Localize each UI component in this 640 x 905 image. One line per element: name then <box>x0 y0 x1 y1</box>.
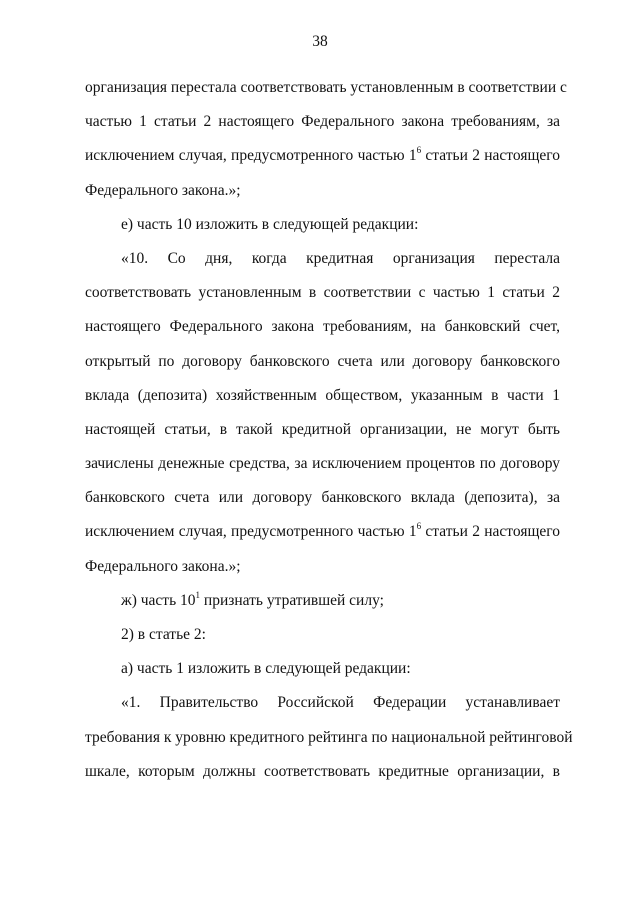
text-line: зачислены денежные средства, за исключением процентов по договору <box>85 455 560 473</box>
text-line: вклада (депозита) хозяйственным обществом, указанным в части 1 <box>85 386 560 404</box>
text-fragment: признать утратившей силу; <box>200 591 384 609</box>
paragraph-start <box>85 584 560 618</box>
text-line: Федерального закона.»; <box>85 181 241 199</box>
text-fragment: статьи 2 настоящего <box>421 147 560 165</box>
text-line: шкале, которым должны соответствовать кредитные организации, в <box>85 762 560 780</box>
text-line: организация перестала соответствовать установленным в соответствии с <box>85 79 567 96</box>
text-line: Федерального закона.»; <box>85 557 241 575</box>
text-line: открытый по договору банковского счета или договору банковского <box>85 352 560 370</box>
text-line <box>85 515 560 549</box>
text-line <box>85 139 560 173</box>
paragraph-start: «1. Правительство Российской Федерации устанавливает <box>121 694 560 712</box>
text-fragment: исключением случая, предусмотренного частью 1 <box>85 147 417 165</box>
text-fragment: статьи 2 настоящего <box>421 523 560 541</box>
page-number: 38 <box>312 33 328 50</box>
text-line: требования к уровню кредитного рейтинга по национальной рейтинговой <box>85 728 573 746</box>
text-line: соответствовать установленным в соответствии с частью 1 статьи 2 <box>85 284 560 302</box>
paragraph-start: «10. Со дня, когда кредитная организация перестала <box>121 249 560 267</box>
paragraph-start: е) часть 10 изложить в следующей редакции: <box>121 215 419 233</box>
text-line: частью 1 статьи 2 настоящего Федерального закона требованиям, за <box>85 113 560 131</box>
text-line: банковского счета или договору банковского вклада (депозита), за <box>85 489 560 507</box>
text-line: настоящего Федерального закона требованиям, на банковский счет, <box>85 318 560 336</box>
text-fragment: исключением случая, предусмотренного частью 1 <box>85 523 417 541</box>
paragraph-start: а) часть 1 изложить в следующей редакции: <box>121 660 411 678</box>
superscript: 1 <box>195 589 201 600</box>
document-body <box>85 71 573 789</box>
text-fragment: ж) часть 10 <box>121 591 196 609</box>
paragraph-start: 2) в статье 2: <box>121 626 206 643</box>
superscript: 6 <box>416 521 422 532</box>
superscript: 6 <box>416 145 422 156</box>
text-line: настоящей статьи, в такой кредитной организации, не могут быть <box>85 420 560 438</box>
